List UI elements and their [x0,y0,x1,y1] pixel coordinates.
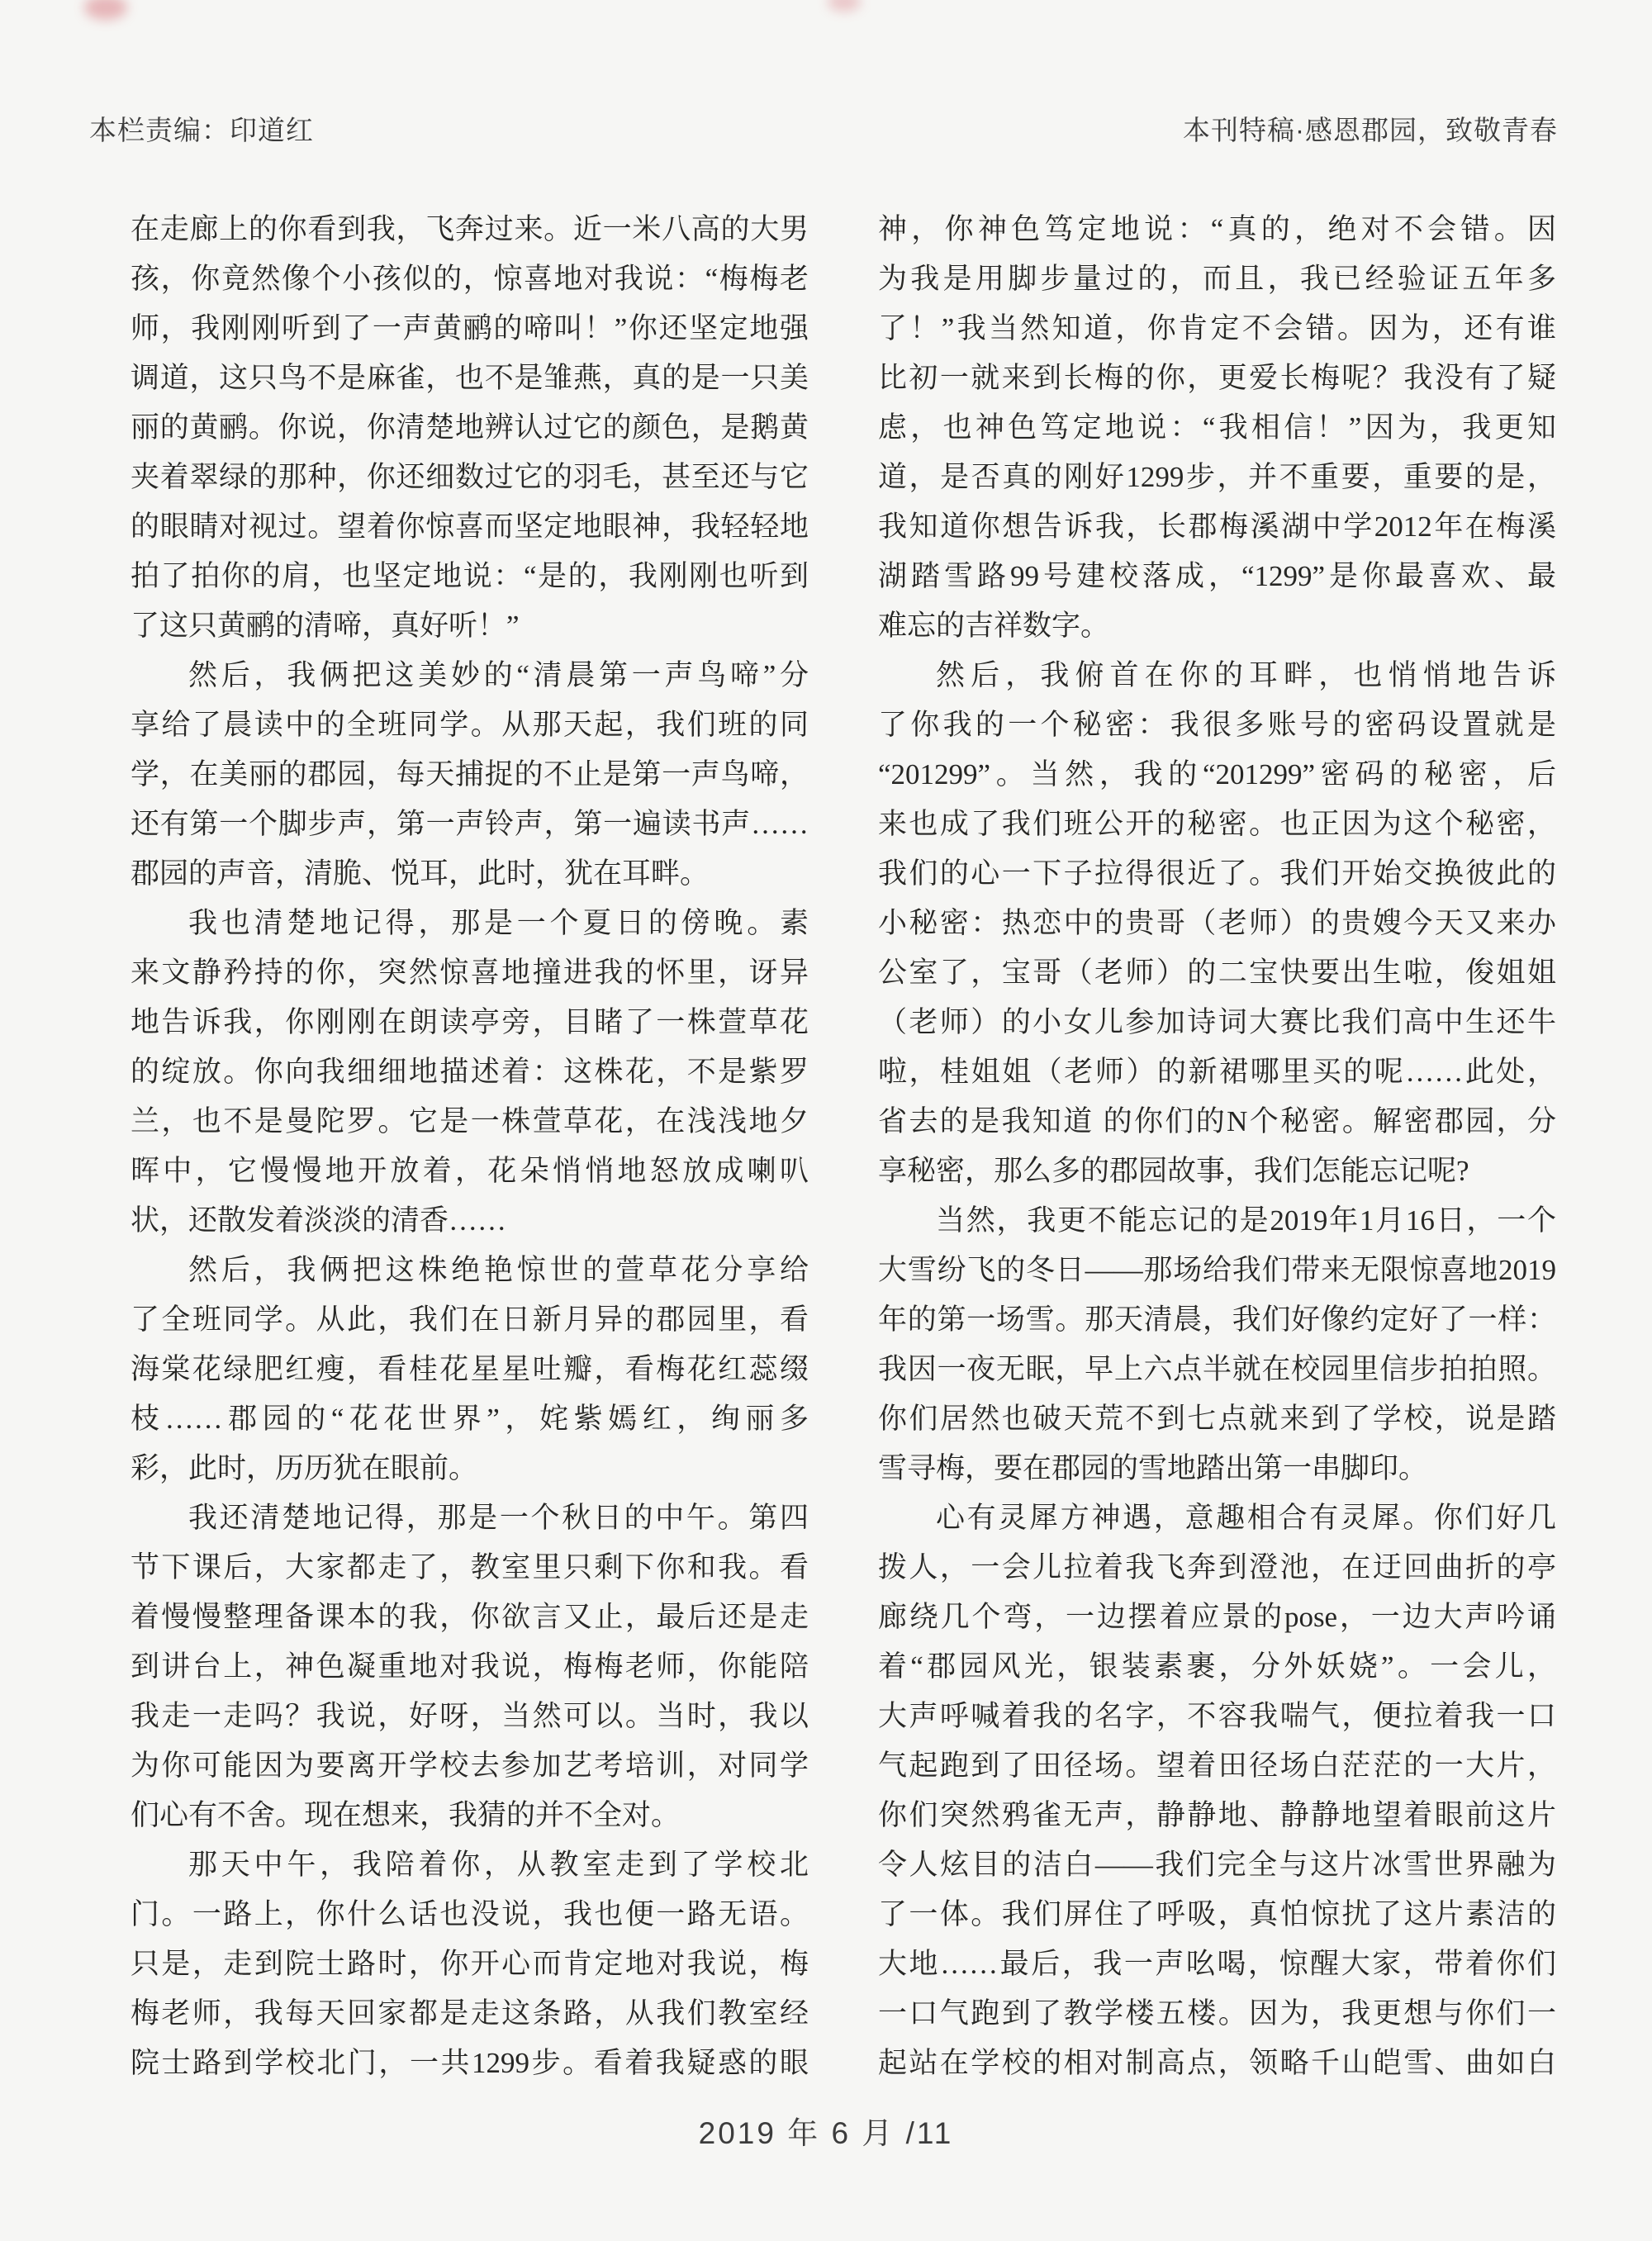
text-line: 小秘密：热恋中的贵哥（老师）的贵嫂今天又来办 [878,907,1556,939]
page-header [89,109,1558,148]
text-line: 省去的是我知道 的你们的N个秘密。解密郡园，分 [878,1105,1556,1137]
text-line: 雪寻梅，要在郡园的雪地踏出第一串脚印。 [878,1452,1428,1484]
text-line: 神，你神色笃定地说：“真的，绝对不会错。因 [878,213,1556,245]
text-line: 孩，你竟然像个小孩似的，惊喜地对我说：“梅梅老 [131,263,809,295]
text-line: 然后，我俩把这美妙的“清晨第一声鸟啼”分 [188,659,809,691]
text-line: 地告诉我，你刚刚在朗读亭旁，目睹了一株萱草花 [131,1006,809,1038]
text-line: 享给了晨读中的全班同学。从那天起，我们班的同 [131,709,809,741]
header-editor-credit: 本栏责编：印道红 [89,115,314,145]
text-line: 门。一路上，你什么话也没说，我也便一路无语。 [131,1898,809,1930]
text-line: 心有灵犀方神遇，意趣相合有灵犀。你们好几 [936,1502,1556,1534]
text-line: 大声呼喊着我的名字，不容我喘气，便拉着我一口 [878,1700,1556,1732]
text-line: 我还清楚地记得，那是一个秋日的中午。第四 [188,1502,809,1534]
text-line: 大地……最后，我一声吆喝，惊醒大家，带着你们 [878,1948,1556,1980]
header-feature-title: 本刊特稿·感恩郡园，致敬青春 [1183,115,1558,145]
text-line: 啦，桂姐姐（老师）的新裙哪里买的呢……此处， [878,1056,1556,1088]
text-line: 为你可能因为要离开学校去参加艺考培训，对同学 [131,1750,809,1782]
text-line: 大雪纷飞的冬日——那场给我们带来无限惊喜地2019 [878,1254,1556,1286]
red-scan-artifact [828,0,861,12]
text-line: 当然，我更不能忘记的是2019年1月16日，一个 [936,1204,1556,1237]
text-line: 公室了，宝哥（老师）的二宝快要出生啦，俊姐姐 [878,957,1556,989]
article-body [131,205,1556,2088]
right-column [878,205,1556,2088]
text-line: 湖踏雪路99号建校落成，“1299”是你最喜欢、最 [878,560,1556,592]
text-line: 调道，这只鸟不是麻雀，也不是雏燕，真的是一只美 [131,362,809,394]
text-line: 们心有不舍。现在想来，我猜的并不全对。 [131,1799,681,1831]
text-line: 节下课后，大家都走了，教室里只剩下你和我。看 [131,1551,809,1583]
text-line: 着“郡园风光，银装素裹，分外妖娆”。一会儿， [878,1650,1556,1683]
text-line: 了全班同学。从此，我们在日新月异的郡园里，看 [131,1303,809,1336]
text-line: 我也清楚地记得，那是一个夏日的傍晚。素 [188,907,809,939]
text-line: 郡园的声音，清脆、悦耳，此时，犹在耳畔。 [131,857,710,890]
text-line: 为我是用脚步量过的，而且，我已经验证五年多 [878,263,1556,295]
text-line: 你们突然鸦雀无声，静静地、静静地望着眼前这片 [878,1799,1556,1831]
text-line: 起站在学校的相对制高点，领略千山皑雪、曲如白 [878,2047,1556,2079]
text-line: 那天中午，我陪着你，从教室走到了学校北 [188,1849,809,1881]
text-line: 你们居然也破天荒不到七点就来到了学校，说是踏 [878,1403,1556,1435]
text-line: 着慢慢整理备课本的我，你欲言又止，最后还是走 [131,1601,809,1633]
text-line: 师，我刚刚听到了一声黄鹂的啼叫！”你还坚定地强 [131,312,809,344]
text-line: 我们的心一下子拉得很近了。我们开始交换彼此的 [878,857,1556,890]
text-line: 来文静矜持的你，突然惊喜地撞进我的怀里，讶异 [131,957,809,989]
text-line: 我因一夜无眠，早上六点半就在校园里信步拍拍照。 [878,1353,1556,1385]
page-number: 2019 年 6 月 /11 [698,2116,954,2150]
text-line: 彩，此时，历历犹在眼前。 [131,1452,478,1484]
text-line: 我知道你想告诉我，长郡梅溪湖中学2012年在梅溪 [878,510,1556,543]
text-line: 然后，我俯首在你的耳畔，也悄悄地告诉 [936,659,1556,691]
text-line: 年的第一场雪。那天清晨，我们好像约定好了一样： [878,1303,1556,1336]
text-line: 一口气跑到了教学楼五楼。因为，我更想与你们一 [878,1997,1556,2030]
text-line: 令人炫目的洁白——我们完全与这片冰雪世界融为 [878,1849,1556,1881]
text-line: 夹着翠绿的那种，你还细数过它的羽毛，甚至还与它 [131,461,809,493]
text-line: 院士路到学校北门，一共1299步。看着我疑惑的眼 [131,2047,809,2079]
text-line: 享秘密，那么多的郡园故事，我们怎能忘记呢? [878,1155,1469,1187]
red-scan-artifact [84,0,127,20]
text-line: 海棠花绿肥红瘦，看桂花星星吐瓣，看梅花红蕊缀 [131,1353,809,1385]
text-line: “201299”。当然，我的“201299”密码的秘密，后 [878,758,1556,791]
text-line: 枝……郡园的“花花世界”，姹紫嫣红，绚丽多 [131,1403,809,1435]
text-line: 拨人，一会儿拉着我飞奔到澄池，在迂回曲折的亭 [878,1551,1556,1583]
text-line: 了你我的一个秘密：我很多账号的密码设置就是 [878,709,1556,741]
text-line: 拍了拍你的肩，也坚定地说：“是的，我刚刚也听到 [131,560,809,592]
text-line: 只是，走到院士路时，你开心而肯定地对我说，梅 [131,1948,809,1980]
text-line: 兰，也不是曼陀罗。它是一株萱草花，在浅浅地夕 [131,1105,809,1137]
text-line: 的眼睛对视过。望着你惊喜而坚定地眼神，我轻轻地 [131,510,809,543]
text-line: 我走一走吗？我说，好呀，当然可以。当时，我以 [131,1700,809,1732]
text-line: （老师）的小女儿参加诗词大赛比我们高中生还牛 [878,1006,1556,1038]
text-line: 梅老师，我每天回家都是走这条路，从我们教室经 [131,1997,809,2030]
text-line: 丽的黄鹂。你说，你清楚地辨认过它的颜色，是鹅黄 [131,411,809,444]
text-line: 了这只黄鹂的清啼，真好听！” [131,610,520,642]
text-line: 虑，也神色笃定地说：“我相信！”因为，我更知 [878,411,1556,444]
text-line: 难忘的吉祥数字。 [878,610,1110,642]
text-line: 来也成了我们班公开的秘密。也正因为这个秘密， [878,808,1556,840]
text-line: 还有第一个脚步声，第一声铃声，第一遍读书声…… [131,808,809,840]
text-line: 晖中，它慢慢地开放着，花朵悄悄地怒放成喇叭 [131,1155,809,1187]
text-line: 状，还散发着淡淡的清香…… [131,1204,507,1237]
text-line: 廊绕几个弯，一边摆着应景的pose，一边大声吟诵 [878,1601,1556,1633]
left-column [131,205,809,2088]
page-footer [0,2108,1652,2153]
text-line: 了一体。我们屏住了呼吸，真怕惊扰了这片素洁的 [878,1898,1556,1930]
text-line: 在走廊上的你看到我，飞奔过来。近一米八高的大男 [131,213,809,245]
text-line: 比初一就来到长梅的你，更爱长梅呢？我没有了疑 [878,362,1556,394]
text-line: 气起跑到了田径场。望着田径场白茫茫的一大片， [878,1750,1556,1782]
text-line: 然后，我俩把这株绝艳惊世的萱草花分享给 [188,1254,809,1286]
text-line: 到讲台上，神色凝重地对我说，梅梅老师，你能陪 [131,1650,809,1683]
text-line: 道，是否真的刚好1299步，并不重要，重要的是， [878,461,1556,493]
text-line: 的绽放。你向我细细地描述着：这株花，不是紫罗 [131,1056,809,1088]
text-line: 学，在美丽的郡园，每天捕捉的不止是第一声鸟啼， [131,758,809,791]
text-line: 了！”我当然知道，你肯定不会错。因为，还有谁 [878,312,1556,344]
